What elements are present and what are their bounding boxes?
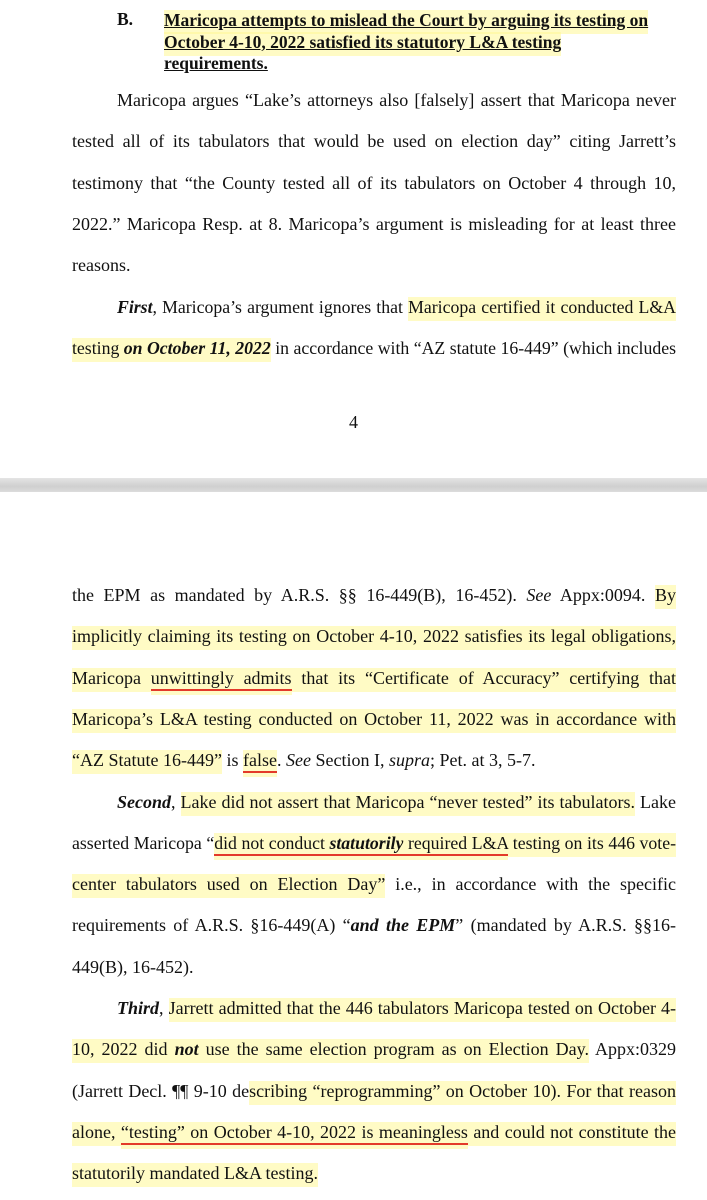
text-segment: the EPM as mandated by A.R.S. §§ 16-449(B), 16-452). [72, 585, 527, 605]
text-segment: i.e., in accordance with the specific [385, 874, 676, 895]
text-line [72, 708, 676, 730]
text-line [164, 9, 672, 31]
text-line [72, 832, 676, 854]
text-line [72, 337, 676, 359]
text-segment: asserted Maricopa “ [72, 832, 215, 853]
highlighted-text: not [174, 1039, 199, 1060]
text-segment: Section I, [310, 750, 389, 771]
highlighted-text: Maricopa attempts to mislead the Court by arguing its testing on [164, 10, 649, 30]
text-line [72, 1121, 676, 1143]
text-segment: , [159, 998, 169, 1018]
text-line [164, 31, 672, 53]
text-segment: Appx:0329 [588, 1039, 676, 1060]
text-line [72, 625, 676, 647]
highlighted-text: Maricopa’s L&A testing conducted on October 11, 2022 was in accordance with [72, 708, 676, 729]
text-segment: requirements. [164, 53, 268, 73]
text-segment: tested all of its tabulators that would be used on election day” citing Jarrett’s [72, 131, 676, 152]
text-segment: Lake [635, 791, 676, 812]
page-separator [0, 478, 707, 492]
underlined-text: required L&A [403, 833, 508, 856]
highlighted-text: on October 11, 2022 [123, 337, 271, 358]
underlined-text: did not conduct [214, 833, 329, 856]
highlighted-text: statutorily mandated L&A testing. [72, 1163, 318, 1184]
text-segment: , Maricopa’s argument ignores that [152, 296, 409, 317]
underlined-text: unwittingly admits [151, 668, 292, 691]
text-segment: reasons. [72, 255, 131, 276]
text-line [117, 89, 676, 111]
section-letter: B. [117, 9, 134, 29]
text-line [72, 584, 676, 606]
text-segment: and the EPM [350, 915, 456, 936]
document-page-4 [0, 0, 707, 478]
text-line [117, 791, 676, 813]
highlighted-text: October 4-10, 2022 satisfied its statutory L&A testing [164, 31, 562, 52]
text-segment: 449(B), 16-452). [72, 956, 194, 977]
document-page-5 [0, 492, 707, 1200]
underlined-text: statutorily [329, 833, 403, 856]
text-line [72, 749, 676, 771]
underlined-text: “testing” on October 4-10, 2022 is meaningless [121, 1122, 468, 1145]
text-line [72, 213, 676, 235]
text-line [72, 914, 676, 936]
highlighted-text: Maricopa certified it conducted L&A [408, 296, 676, 317]
text-line [72, 1162, 676, 1184]
text-segment: is [221, 750, 243, 771]
text-segment: See [526, 585, 552, 605]
highlighted-text: implicitly claiming its testing on October 4-10, 2022 satisfies its legal obligations, [72, 626, 676, 647]
text-segment: ; Pet. at 3, 5-7. [429, 750, 536, 771]
highlighted-text: alone, [72, 1121, 121, 1142]
text-segment: , [171, 791, 181, 812]
highlighted-text: and could not constitute the [467, 1121, 676, 1142]
text-segment: supra [388, 750, 430, 771]
text-line [164, 52, 672, 74]
highlighted-text: 10, 2022 did [72, 1039, 175, 1060]
text-segment: Appx:0094. [551, 585, 655, 605]
highlighted-text: Maricopa [72, 667, 151, 688]
highlighted-text: By [654, 585, 676, 605]
text-segment: in accordance with “AZ statute 16-449” (which includes [270, 337, 676, 358]
page-number: 4 [349, 412, 358, 432]
highlighted-text: Jarrett admitted that the 446 tabulators Maricopa tested on October 4- [168, 998, 676, 1018]
highlighted-text: scribing “reprogramming” on October 10). [249, 1080, 561, 1101]
highlighted-text: testing on its 446 vote- [508, 832, 677, 853]
highlighted-text: testing [72, 337, 124, 358]
text-segment: testimony that “the County tested all of its tabulators on October 4 through 10, [72, 172, 676, 193]
highlighted-text: “AZ Statute 16-449” [72, 750, 222, 771]
highlighted-text: center tabulators used on Election Day” [72, 874, 386, 895]
text-line [72, 254, 676, 276]
text-line [72, 172, 676, 194]
text-line [72, 1038, 676, 1060]
text-segment: See [285, 750, 311, 771]
highlighted-text: Lake did not assert that Maricopa “never tested” its tabulators. [180, 791, 635, 812]
text-segment: requirements of A.R.S. §16-449(A) “ [72, 915, 351, 936]
text-line [72, 667, 676, 689]
text-segment: . [276, 750, 286, 771]
text-segment: ” (mandated by A.R.S. §§16- [455, 915, 676, 936]
text-segment: 2022.” Maricopa Resp. at 8. Maricopa’s argument is misleading for at least three [72, 213, 676, 234]
text-segment: (Jarrett Decl. ¶¶ 9-10 de [72, 1080, 250, 1101]
text-line [117, 296, 676, 318]
highlighted-text: For that reason [560, 1080, 676, 1101]
underlined-text: false [243, 750, 277, 773]
highlighted-text: use the same election program as on Election Day. [198, 1039, 589, 1060]
highlighted-text: that its “Certificate of Accuracy” certifying that [291, 667, 676, 688]
text-segment: First [117, 296, 153, 317]
text-segment: Third [117, 998, 160, 1018]
text-line [72, 130, 676, 152]
text-segment: Maricopa argues “Lake’s attorneys also [falsely] assert that Maricopa never [117, 90, 676, 110]
text-segment: Second [117, 791, 171, 812]
text-line [72, 956, 676, 978]
text-line [117, 997, 676, 1019]
text-line [72, 873, 676, 895]
text-line [72, 1080, 676, 1102]
